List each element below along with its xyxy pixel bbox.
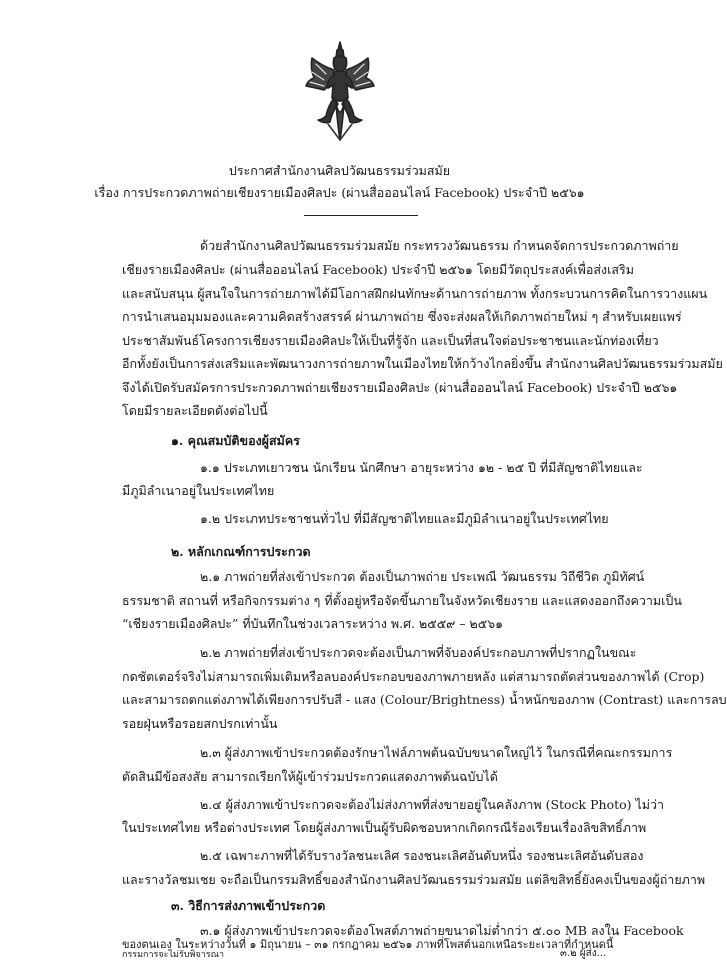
section-2-item-5-cont: และรางวัลชมเชย จะถือเป็นกรรมสิทธิ์ของสำนักงานศิลปวัฒนธรรมร่วมสมัย แต่ลิขสิทธิ์ยังคงเป็นของผู้ถ่ายภาพ [122,872,706,887]
section-1-item-1: ๑.๑ ประเภทเยาวชน นักเรียน นักศึกษา อายุระหว่าง ๑๒ - ๒๕ ปี ที่มีสัญชาติไทยและ [200,460,643,475]
intro-line: จึงได้เปิดรับสมัครการประกวดภาพถ่ายเชียงรายเมืองศิลปะ (ผ่านสื่อออนไลน์ Facebook) ประจำปี ๒๕๖๑ [122,380,678,395]
section-2-item-2-cont: รอยฝุ่นหรือรอยสกปรกเท่านั้น [122,716,278,731]
intro-line: และสนับสนุน ผู้สนใจในการถ่ายภาพได้มีโอกาสฝึกฝนทักษะด้านการถ่ายภาพ ทั้งกระบวนการคิดในการวางแผน [122,286,708,301]
section-2-heading: ๒. หลักเกณฑ์การประกวด [171,544,311,559]
title-divider [304,215,418,216]
intro-line: ประชาสัมพันธ์โครงการเชียงรายเมืองศิลปะให้เป็นที่รู้จัก และเป็นที่สนใจต่อประชาชนและนักท่องเที่ยว [122,333,659,348]
announcement-subject: เรื่อง การประกวดภาพถ่ายเชียงรายเมืองศิลปะ (ผ่านสื่อออนไลน์ Facebook) ประจำปี ๒๕๖๑ [94,185,585,200]
section-2-item-2-cont: และสามารถตกแต่งภาพได้เพียงการปรับสี - แสง (Colour/Brightness) น้ำหนักของภาพ (Contrast) และการลบ [122,692,727,707]
garuda-emblem-icon [304,40,376,144]
section-2-item-1-cont: “เชียงรายเมืองศิลปะ” ที่บันทึกในช่วงเวลาระหว่าง พ.ศ. ๒๕๕๙ – ๒๕๖๑ [122,616,504,631]
section-2-item-4: ๒.๔ ผู้ส่งภาพเข้าประกวดจะต้องไม่ส่งภาพที่ส่งขายอยู่ในคลังภาพ (Stock Photo) ไม่ว่า [200,797,665,812]
intro-line: อีกทั้งยังเป็นการส่งเสริมและพัฒนาวงการถ่ายภาพในเมืองไทยให้กว้างไกลยิ่งขึ้น สำนักงานศิลปวัฒนธรรมร่วมสมัย [122,356,723,371]
section-2-item-3-cont: ตัดสินมีข้อสงสัย สามารถเรียกให้ผู้เข้าร่วมประกวดแสดงภาพต้นฉบับได้ [122,769,498,784]
section-3-item-1-cont: ของตนเอง ในระหว่างวันที่ ๑ มิถุนายน – ๓๑ กรกฎาคม ๒๕๖๑ ภาพที่โพสต์นอกเหนือระยะเวลาที่กำหนดนี้ [122,938,614,951]
announcement-title: ประกาศสำนักงานศิลปวัฒนธรรมร่วมสมัย [228,163,451,178]
intro-line: ด้วยสำนักงานศิลปวัฒนธรรมร่วมสมัย กระทรวงวัฒนธรรม กำหนดจัดการประกวดภาพถ่าย [200,238,679,253]
section-2-item-1-cont: ธรรมชาติ สถานที่ หรือกิจกรรมต่าง ๆ ที่ตั้งอยู่หรือจัดขึ้นภายในจังหวัดเชียงราย และแสดงออกถึงความเป็น [122,593,682,608]
section-3-item-1: ๓.๑ ผู้ส่งภาพเข้าประกวดจะต้องโพสต์ภาพถ่ายขนาดไม่ต่ำกว่า ๕.๐๐ MB ลงใน Facebook [200,923,684,938]
intro-line: เชียงรายเมืองศิลปะ (ผ่านสื่อออนไลน์ Facebook) ประจำปี ๒๕๖๑ โดยมีวัตถุประสงค์เพื่อส่งเสริม [122,262,634,277]
intro-line: โดยมีรายละเอียดดังต่อไปนี้ [122,403,268,418]
section-2-item-3: ๒.๓ ผู้ส่งภาพเข้าประกวดต้องรักษาไฟล์ภาพต้นฉบับขนาดใหญ่ไว้ ในกรณีที่คณะกรรมการ [200,745,673,760]
intro-line: การนำเสนอมุมมองและความคิดสร้างสรรค์ ผ่านภาพถ่าย ซึ่งจะส่งผลให้เกิดภาพถ่ายใหม่ ๆ สำหรับเผยแพร่ [122,309,682,324]
section-2-item-2: ๒.๒ ภาพถ่ายที่ส่งเข้าประกวดจะต้องเป็นภาพที่จับองค์ประกอบภาพที่ปรากฏในขณะ [200,645,637,660]
section-1-item-2: ๑.๒ ประเภทประชาชนทั่วไป ที่มีสัญชาติไทยและมีภูมิลำเนาอยู่ในประเทศไทย [200,511,609,526]
section-3-item-1-cont: กรรมการจะไม่รับพิจารณา [122,950,224,960]
section-2-item-5: ๒.๕ เฉพาะภาพที่ได้รับรางวัลชนะเลิศ รองชนะเลิศอันดับหนึ่ง รองชนะเลิศอันดับสอง [200,848,644,863]
section-3-heading: ๓. วิธีการส่งภาพเข้าประกวด [171,898,326,913]
section-2-item-4-cont: ในประเทศไทย หรือต่างประเทศ โดยผู้ส่งภาพเป็นผู้รับผิดชอบหากเกิดกรณีร้องเรียนเรื่องลิขสิทธิ์ภาพ [122,820,647,835]
section-2-item-2-cont: กดชัตเตอร์จริงไม่สามารถเพิ่มเติมหรือลบองค์ประกอบของภาพภายหลัง แต่สามารถตัดส่วนของภาพได้ (Crop) [122,669,705,684]
continuation-marker: ๓.๒ ผู้ส่ง... [560,948,607,959]
section-1-item-1-cont: มีภูมิลำเนาอยู่ในประเทศไทย [122,483,275,498]
section-2-item-1: ๒.๑ ภาพถ่ายที่ส่งเข้าประกวด ต้องเป็นภาพถ่าย ประเพณี วัฒนธรรม วิถีชีวิต ภูมิทัศน์ [200,569,645,584]
section-1-heading: ๑. คุณสมบัติของผู้สมัคร [171,433,300,448]
